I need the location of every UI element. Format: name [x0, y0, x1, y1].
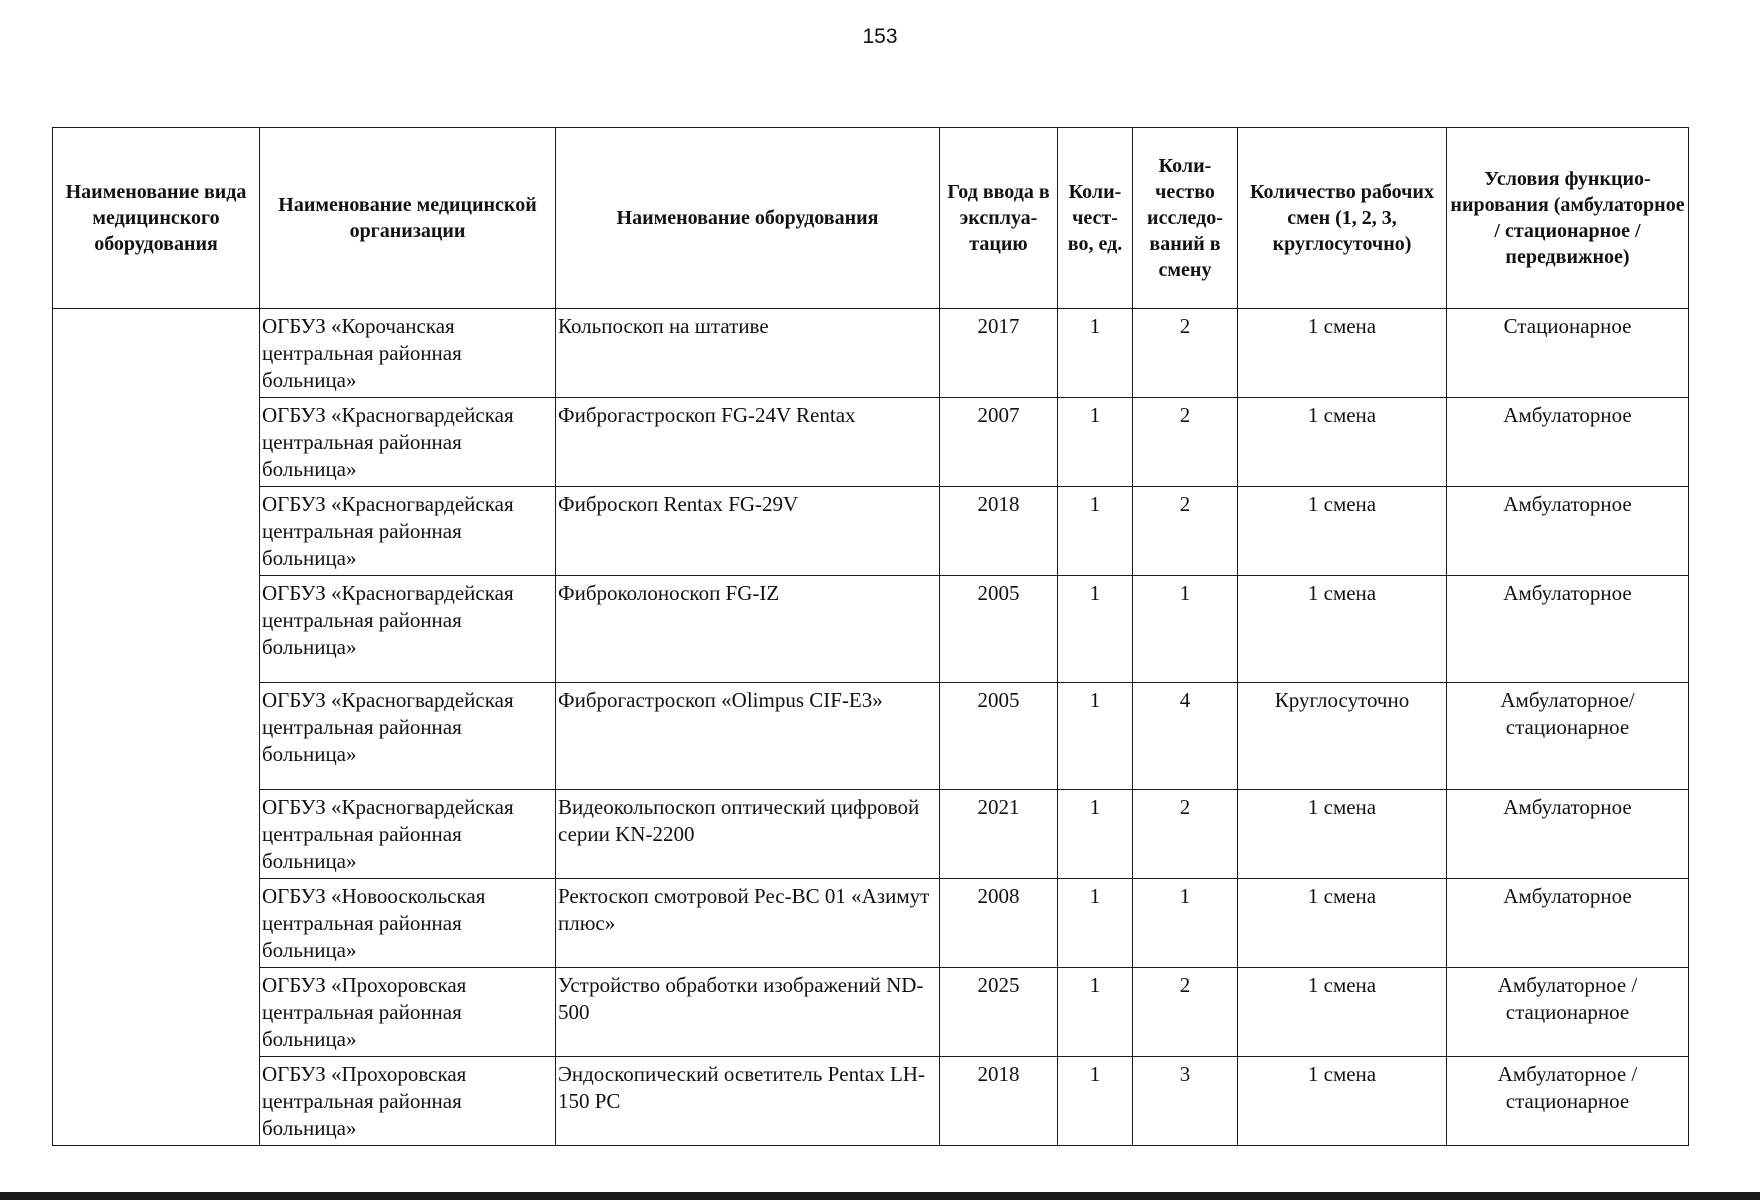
- table-row: [53, 790, 1689, 879]
- studies-cell: 4: [1133, 683, 1238, 790]
- conditions-cell: Амбулаторное/ стационарное: [1447, 683, 1689, 790]
- equipment-cell: Фиброколоноскоп FG-IZ: [556, 576, 940, 683]
- quantity-cell: 1: [1058, 968, 1133, 1057]
- studies-cell: 1: [1133, 576, 1238, 683]
- studies-cell: 2: [1133, 790, 1238, 879]
- year-cell: 2008: [940, 879, 1058, 968]
- studies-cell: 2: [1133, 968, 1238, 1057]
- year-cell: 2017: [940, 309, 1058, 398]
- equipment-cell: Эндоскопический осветитель Pentax LH-150 PC: [556, 1057, 940, 1146]
- quantity-cell: 1: [1058, 879, 1133, 968]
- table-row: [53, 683, 1689, 790]
- table-row: [53, 309, 1689, 398]
- shifts-cell: 1 смена: [1238, 398, 1447, 487]
- equipment-kind-cell: [53, 309, 260, 1146]
- table-row: [53, 398, 1689, 487]
- organization-cell: ОГБУЗ «Красногвардейская центральная районная больница»: [260, 790, 556, 879]
- studies-cell: 1: [1133, 879, 1238, 968]
- year-cell: 2018: [940, 1057, 1058, 1146]
- year-cell: 2025: [940, 968, 1058, 1057]
- studies-cell: 3: [1133, 1057, 1238, 1146]
- year-cell: 2018: [940, 487, 1058, 576]
- page-number: 153: [862, 25, 898, 48]
- table-row: [53, 487, 1689, 576]
- studies-cell: 2: [1133, 487, 1238, 576]
- conditions-cell: Амбулаторное / стационарное: [1447, 968, 1689, 1057]
- organization-cell: ОГБУЗ «Красногвардейская центральная районная больница»: [260, 683, 556, 790]
- conditions-cell: Амбулаторное: [1447, 879, 1689, 968]
- header-organization: Наименование медицинской организации: [260, 128, 556, 309]
- shifts-cell: 1 смена: [1238, 1057, 1447, 1146]
- conditions-cell: Стационарное: [1447, 309, 1689, 398]
- quantity-cell: 1: [1058, 1057, 1133, 1146]
- header-shifts: Количество рабочих смен (1, 2, 3, круглосуточно): [1238, 128, 1447, 309]
- equipment-cell: Устройство обработки изображений ND-500: [556, 968, 940, 1057]
- conditions-cell: Амбулаторное: [1447, 790, 1689, 879]
- organization-cell: ОГБУЗ «Корочанская центральная районная больница»: [260, 309, 556, 398]
- equipment-cell: Фиброгастроскоп FG-24V Rentax: [556, 398, 940, 487]
- quantity-cell: 1: [1058, 576, 1133, 683]
- organization-cell: ОГБУЗ «Новооскольская центральная районная больница»: [260, 879, 556, 968]
- equipment-table: [52, 127, 1689, 1146]
- organization-cell: ОГБУЗ «Красногвардейская центральная районная больница»: [260, 576, 556, 683]
- shifts-cell: 1 смена: [1238, 879, 1447, 968]
- year-cell: 2005: [940, 683, 1058, 790]
- table-row: [53, 879, 1689, 968]
- equipment-cell: Фиброскоп Rentax FG-29V: [556, 487, 940, 576]
- shifts-cell: 1 смена: [1238, 968, 1447, 1057]
- year-cell: 2005: [940, 576, 1058, 683]
- equipment-cell: Видеокольпоскоп оптический цифровой серии KN-2200: [556, 790, 940, 879]
- quantity-cell: 1: [1058, 683, 1133, 790]
- studies-cell: 2: [1133, 398, 1238, 487]
- shifts-cell: 1 смена: [1238, 309, 1447, 398]
- year-cell: 2021: [940, 790, 1058, 879]
- quantity-cell: 1: [1058, 398, 1133, 487]
- conditions-cell: Амбулаторное / стационарное: [1447, 1057, 1689, 1146]
- conditions-cell: Амбулаторное: [1447, 487, 1689, 576]
- header-year: Год ввода в эксплуа-тацию: [940, 128, 1058, 309]
- shifts-cell: 1 смена: [1238, 576, 1447, 683]
- table-header-row: [53, 128, 1689, 309]
- header-conditions: Условия функцио-нирования (амбулаторное / стационарное / передвижное): [1447, 128, 1689, 309]
- equipment-cell: Кольпоскоп на штативе: [556, 309, 940, 398]
- shifts-cell: Круглосуточно: [1238, 683, 1447, 790]
- header-quantity: Коли-чест-во, ед.: [1058, 128, 1133, 309]
- bottom-border-line: [0, 1192, 1760, 1200]
- quantity-cell: 1: [1058, 790, 1133, 879]
- equipment-cell: Ректоскоп смотровой Рес-ВС 01 «Азимут плюс»: [556, 879, 940, 968]
- header-equipment-kind: Наименование вида медицинского оборудования: [53, 128, 260, 309]
- conditions-cell: Амбулаторное: [1447, 398, 1689, 487]
- organization-cell: ОГБУЗ «Прохоровская центральная районная больница»: [260, 1057, 556, 1146]
- studies-cell: 2: [1133, 309, 1238, 398]
- organization-cell: ОГБУЗ «Прохоровская центральная районная больница»: [260, 968, 556, 1057]
- shifts-cell: 1 смена: [1238, 487, 1447, 576]
- organization-cell: ОГБУЗ «Красногвардейская центральная районная больница»: [260, 487, 556, 576]
- table-row: [53, 1057, 1689, 1146]
- header-equipment-name: Наименование оборудования: [556, 128, 940, 309]
- table-row: [53, 576, 1689, 683]
- shifts-cell: 1 смена: [1238, 790, 1447, 879]
- quantity-cell: 1: [1058, 487, 1133, 576]
- year-cell: 2007: [940, 398, 1058, 487]
- table-row: [53, 968, 1689, 1057]
- conditions-cell: Амбулаторное: [1447, 576, 1689, 683]
- organization-cell: ОГБУЗ «Красногвардейская центральная районная больница»: [260, 398, 556, 487]
- header-studies-per-shift: Коли-чество исследо-ваний в смену: [1133, 128, 1238, 309]
- equipment-cell: Фиброгастроскоп «Olimpus CIF-E3»: [556, 683, 940, 790]
- quantity-cell: 1: [1058, 309, 1133, 398]
